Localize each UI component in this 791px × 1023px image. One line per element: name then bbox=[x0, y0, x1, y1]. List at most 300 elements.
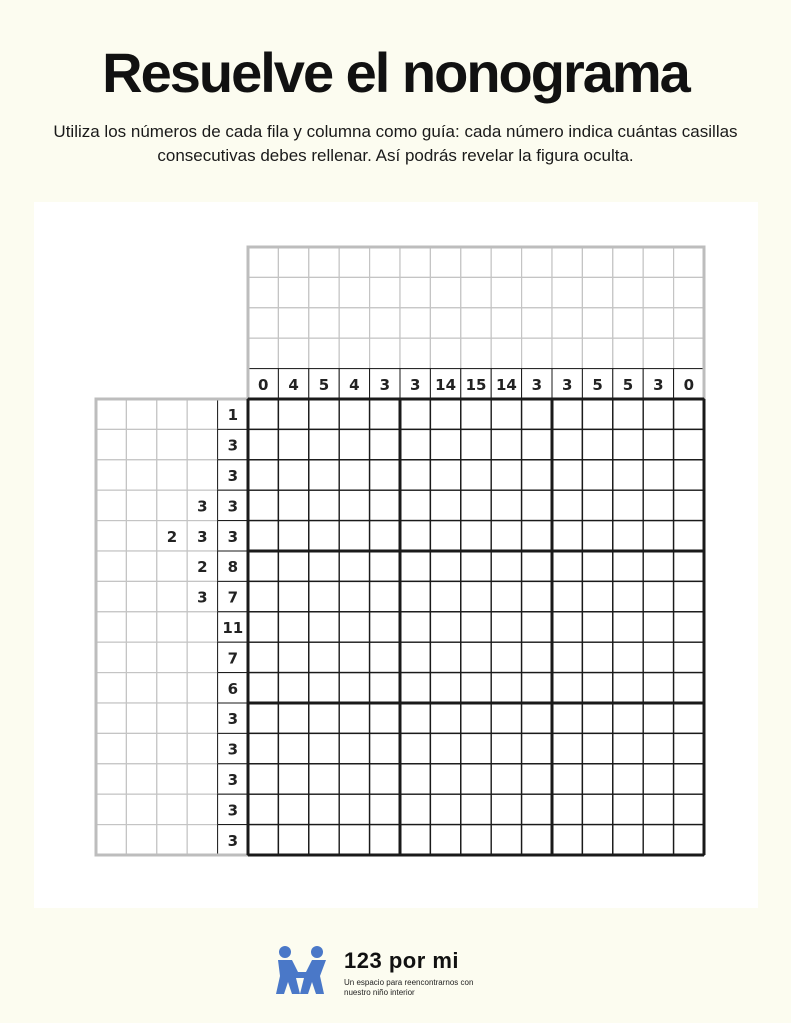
grid-cell[interactable] bbox=[370, 642, 400, 672]
grid-cell[interactable] bbox=[613, 521, 643, 551]
grid-cell[interactable] bbox=[582, 612, 612, 642]
grid-cell[interactable] bbox=[400, 794, 430, 824]
grid-cell[interactable] bbox=[309, 460, 339, 490]
column-clue-cell bbox=[248, 277, 278, 307]
grid-cell[interactable] bbox=[491, 764, 521, 794]
column-clue-cell bbox=[309, 277, 339, 307]
grid-cell[interactable] bbox=[370, 429, 400, 459]
grid-cell[interactable] bbox=[582, 733, 612, 763]
grid-cell[interactable] bbox=[278, 733, 308, 763]
grid-cell[interactable] bbox=[522, 642, 552, 672]
grid-cell[interactable] bbox=[278, 460, 308, 490]
grid-cell[interactable] bbox=[400, 673, 430, 703]
grid-cell[interactable] bbox=[491, 825, 521, 855]
column-clue-number: 5 bbox=[318, 375, 330, 394]
grid-cell[interactable] bbox=[613, 490, 643, 520]
grid-cell[interactable] bbox=[248, 794, 278, 824]
grid-cell[interactable] bbox=[278, 825, 308, 855]
row-clue-number: 3 bbox=[197, 588, 208, 607]
row-clue-number: 3 bbox=[227, 497, 239, 516]
grid-cell[interactable] bbox=[309, 642, 339, 672]
grid-cell[interactable] bbox=[309, 733, 339, 763]
grid-cell[interactable] bbox=[613, 642, 643, 672]
row-clue-number: 3 bbox=[227, 527, 239, 546]
grid-cell[interactable] bbox=[552, 551, 582, 581]
grid-cell[interactable] bbox=[643, 551, 673, 581]
grid-cell[interactable] bbox=[400, 642, 430, 672]
grid-cell[interactable] bbox=[248, 612, 278, 642]
grid-cell[interactable] bbox=[339, 673, 369, 703]
grid-cell[interactable] bbox=[339, 612, 369, 642]
column-clue-cell bbox=[491, 247, 521, 277]
column-clue-cell bbox=[613, 338, 643, 368]
grid-cell[interactable] bbox=[339, 551, 369, 581]
grid-cell[interactable] bbox=[613, 399, 643, 429]
grid-cell[interactable] bbox=[582, 764, 612, 794]
instructions: Utiliza los números de cada fila y columna como guía: cada número indica cuántas casillas consecutivas debes rellenar. Así podrás revelar la figura oculta. bbox=[53, 122, 738, 165]
grid-cell[interactable] bbox=[522, 703, 552, 733]
grid-cell[interactable] bbox=[522, 794, 552, 824]
grid-cell[interactable] bbox=[248, 399, 278, 429]
grid-cell[interactable] bbox=[339, 521, 369, 551]
grid-cell[interactable] bbox=[582, 581, 612, 611]
column-clue-cell bbox=[522, 247, 552, 277]
grid-cell[interactable] bbox=[613, 794, 643, 824]
grid-cell[interactable] bbox=[582, 703, 612, 733]
grid-cell[interactable] bbox=[430, 551, 460, 581]
column-clue-cell bbox=[430, 247, 460, 277]
row-clue-number: 3 bbox=[227, 771, 239, 789]
row-clue-cell bbox=[96, 703, 126, 733]
grid-cell[interactable] bbox=[278, 794, 308, 824]
grid-cell[interactable] bbox=[613, 581, 643, 611]
grid-cell[interactable] bbox=[248, 733, 278, 763]
grid-cell[interactable] bbox=[278, 429, 308, 459]
grid-cell[interactable] bbox=[643, 429, 673, 459]
grid-cell[interactable] bbox=[491, 490, 521, 520]
grid-cell[interactable] bbox=[613, 612, 643, 642]
row-clue-cell bbox=[96, 490, 126, 520]
grid-cell[interactable] bbox=[613, 551, 643, 581]
grid-cell[interactable] bbox=[674, 673, 704, 703]
grid-cell[interactable] bbox=[339, 733, 369, 763]
grid-cell[interactable] bbox=[278, 399, 308, 429]
grid-cell[interactable] bbox=[461, 399, 491, 429]
grid-cell[interactable] bbox=[552, 399, 582, 429]
grid-cell[interactable] bbox=[552, 429, 582, 459]
grid-cell[interactable] bbox=[582, 521, 612, 551]
grid-cell[interactable] bbox=[582, 551, 612, 581]
grid-cell[interactable] bbox=[309, 581, 339, 611]
grid-cell[interactable] bbox=[339, 460, 369, 490]
grid-cell[interactable] bbox=[522, 612, 552, 642]
grid-cell[interactable] bbox=[400, 490, 430, 520]
row-clue-cell bbox=[157, 551, 187, 581]
grid-cell[interactable] bbox=[370, 825, 400, 855]
grid-cell[interactable] bbox=[400, 764, 430, 794]
row-clue-cell bbox=[126, 521, 156, 551]
grid-cell[interactable] bbox=[339, 642, 369, 672]
grid-cell[interactable] bbox=[582, 490, 612, 520]
grid-cell[interactable] bbox=[370, 733, 400, 763]
grid-cell[interactable] bbox=[278, 703, 308, 733]
grid-cell[interactable] bbox=[430, 429, 460, 459]
grid-cell[interactable] bbox=[309, 612, 339, 642]
column-clue-number: 4 bbox=[288, 375, 299, 394]
grid-cell[interactable] bbox=[522, 673, 552, 703]
grid-cell[interactable] bbox=[552, 490, 582, 520]
grid-cell[interactable] bbox=[370, 551, 400, 581]
grid-cell[interactable] bbox=[461, 581, 491, 611]
grid-cell[interactable] bbox=[643, 673, 673, 703]
grid-cell[interactable] bbox=[552, 612, 582, 642]
row-clue-cell bbox=[187, 825, 217, 855]
grid-cell[interactable] bbox=[552, 825, 582, 855]
column-clue-cell bbox=[248, 338, 278, 368]
grid-cell[interactable] bbox=[278, 581, 308, 611]
grid-cell[interactable] bbox=[643, 460, 673, 490]
column-clue-cell bbox=[339, 338, 369, 368]
grid-cell[interactable] bbox=[339, 429, 369, 459]
row-clue-number: 6 bbox=[227, 679, 239, 698]
grid-cell[interactable] bbox=[582, 642, 612, 672]
grid-cell[interactable] bbox=[309, 521, 339, 551]
grid-cell[interactable] bbox=[552, 764, 582, 794]
row-clue-cell bbox=[96, 673, 126, 703]
row-clue-number: 8 bbox=[227, 558, 239, 577]
grid-cell[interactable] bbox=[491, 703, 521, 733]
grid-cell[interactable] bbox=[552, 733, 582, 763]
grid-cell[interactable] bbox=[370, 764, 400, 794]
grid-cell[interactable] bbox=[491, 399, 521, 429]
grid-cell[interactable] bbox=[370, 460, 400, 490]
grid-cell[interactable] bbox=[643, 581, 673, 611]
grid-cell[interactable] bbox=[461, 733, 491, 763]
column-clue-number: 0 bbox=[683, 375, 695, 394]
grid-cell[interactable] bbox=[674, 764, 704, 794]
grid-cell[interactable] bbox=[522, 399, 552, 429]
grid-cell[interactable] bbox=[461, 703, 491, 733]
column-clue-cell bbox=[522, 308, 552, 338]
column-clue-cell bbox=[491, 308, 521, 338]
grid-cell[interactable] bbox=[430, 612, 460, 642]
row-clue-cell bbox=[96, 581, 126, 611]
grid-cell[interactable] bbox=[643, 825, 673, 855]
grid-cell[interactable] bbox=[582, 429, 612, 459]
grid-cell[interactable] bbox=[309, 551, 339, 581]
grid-cell[interactable] bbox=[643, 794, 673, 824]
grid-cell[interactable] bbox=[400, 399, 430, 429]
grid-cell[interactable] bbox=[522, 460, 552, 490]
column-clue-cell bbox=[461, 338, 491, 368]
row-clue-cell bbox=[187, 460, 217, 490]
row-clue-number: 1 bbox=[227, 406, 239, 425]
column-clue-number: 15 bbox=[465, 375, 487, 394]
grid-cell[interactable] bbox=[278, 642, 308, 672]
grid-cell[interactable] bbox=[430, 733, 460, 763]
grid-cell[interactable] bbox=[674, 460, 704, 490]
row-clue-cell bbox=[96, 399, 126, 429]
grid-cell[interactable] bbox=[461, 764, 491, 794]
column-clue-cell bbox=[400, 308, 430, 338]
grid-cell[interactable] bbox=[430, 673, 460, 703]
grid-cell[interactable] bbox=[278, 551, 308, 581]
grid-cell[interactable] bbox=[430, 490, 460, 520]
column-clue-number: 0 bbox=[257, 375, 269, 394]
grid-cell[interactable] bbox=[522, 581, 552, 611]
column-clue-cell bbox=[674, 308, 704, 338]
grid-cell[interactable] bbox=[400, 521, 430, 551]
grid-cell[interactable] bbox=[370, 581, 400, 611]
row-clue-cell bbox=[96, 551, 126, 581]
grid-cell[interactable] bbox=[430, 460, 460, 490]
row-clue-cell bbox=[157, 703, 187, 733]
grid-cell[interactable] bbox=[552, 521, 582, 551]
column-clue-cell bbox=[461, 247, 491, 277]
grid-cell[interactable] bbox=[461, 642, 491, 672]
column-clue-cell bbox=[552, 338, 582, 368]
grid-cell[interactable] bbox=[674, 733, 704, 763]
grid-cell[interactable] bbox=[370, 399, 400, 429]
row-clue-cell bbox=[157, 581, 187, 611]
grid-cell[interactable] bbox=[643, 490, 673, 520]
grid-cell[interactable] bbox=[339, 399, 369, 429]
grid-cell[interactable] bbox=[552, 460, 582, 490]
row-clue-cell bbox=[126, 764, 156, 794]
grid-cell[interactable] bbox=[339, 581, 369, 611]
grid-cell[interactable] bbox=[430, 642, 460, 672]
grid-cell[interactable] bbox=[643, 612, 673, 642]
grid-cell[interactable] bbox=[248, 551, 278, 581]
grid-cell[interactable] bbox=[643, 399, 673, 429]
grid-cell[interactable] bbox=[522, 490, 552, 520]
row-clue-cell bbox=[126, 490, 156, 520]
grid-cell[interactable] bbox=[430, 581, 460, 611]
grid-cell[interactable] bbox=[674, 521, 704, 551]
grid-cell[interactable] bbox=[278, 521, 308, 551]
grid-cell[interactable] bbox=[339, 703, 369, 733]
grid-cell[interactable] bbox=[522, 764, 552, 794]
grid-cell[interactable] bbox=[400, 429, 430, 459]
grid-cell[interactable] bbox=[430, 825, 460, 855]
grid-cell[interactable] bbox=[674, 490, 704, 520]
grid-cell[interactable] bbox=[491, 460, 521, 490]
grid-cell[interactable] bbox=[248, 581, 278, 611]
grid-cell[interactable] bbox=[643, 733, 673, 763]
grid-cell[interactable] bbox=[522, 733, 552, 763]
grid-cell[interactable] bbox=[309, 429, 339, 459]
grid-cell[interactable] bbox=[491, 521, 521, 551]
grid-cell[interactable] bbox=[430, 703, 460, 733]
grid-cell[interactable] bbox=[309, 490, 339, 520]
row-clue-cell bbox=[157, 612, 187, 642]
grid-cell[interactable] bbox=[461, 673, 491, 703]
grid-cell[interactable] bbox=[248, 642, 278, 672]
grid-cell[interactable] bbox=[491, 612, 521, 642]
grid-cell[interactable] bbox=[461, 460, 491, 490]
grid-cell[interactable] bbox=[278, 673, 308, 703]
grid-cell[interactable] bbox=[339, 794, 369, 824]
grid-cell[interactable] bbox=[400, 581, 430, 611]
grid-cell[interactable] bbox=[582, 460, 612, 490]
grid-cell[interactable] bbox=[643, 703, 673, 733]
row-clue-cell bbox=[187, 733, 217, 763]
grid-cell[interactable] bbox=[309, 703, 339, 733]
grid-cell[interactable] bbox=[491, 581, 521, 611]
grid-cell[interactable] bbox=[674, 612, 704, 642]
grid-cell[interactable] bbox=[491, 642, 521, 672]
grid-cell[interactable] bbox=[613, 703, 643, 733]
grid-cell[interactable] bbox=[370, 612, 400, 642]
column-clue-cell bbox=[582, 338, 612, 368]
column-clue-cell bbox=[674, 277, 704, 307]
grid-cell[interactable] bbox=[582, 673, 612, 703]
column-clue-cell bbox=[613, 277, 643, 307]
column-clue-cell bbox=[248, 247, 278, 277]
column-clue-cell bbox=[248, 308, 278, 338]
grid-cell[interactable] bbox=[309, 825, 339, 855]
grid-cell[interactable] bbox=[552, 673, 582, 703]
grid-cell[interactable] bbox=[370, 673, 400, 703]
grid-cell[interactable] bbox=[430, 794, 460, 824]
grid-cell[interactable] bbox=[430, 399, 460, 429]
grid-cell[interactable] bbox=[582, 794, 612, 824]
row-clue-cell bbox=[187, 764, 217, 794]
grid-cell[interactable] bbox=[248, 460, 278, 490]
column-clue-cell bbox=[582, 247, 612, 277]
grid-cell[interactable] bbox=[613, 460, 643, 490]
row-clue-number: 3 bbox=[197, 527, 208, 546]
grid-cell[interactable] bbox=[248, 673, 278, 703]
grid-cell[interactable] bbox=[278, 612, 308, 642]
nonogram-grid[interactable] bbox=[34, 202, 758, 908]
row-clue-cell bbox=[157, 673, 187, 703]
grid-cell[interactable] bbox=[400, 612, 430, 642]
row-clue-cell bbox=[96, 764, 126, 794]
grid-cell[interactable] bbox=[674, 642, 704, 672]
grid-cell[interactable] bbox=[674, 794, 704, 824]
grid-cell[interactable] bbox=[461, 794, 491, 824]
grid-cell[interactable] bbox=[400, 703, 430, 733]
row-clue-cell bbox=[187, 612, 217, 642]
grid-cell[interactable] bbox=[491, 429, 521, 459]
grid-cell[interactable] bbox=[491, 794, 521, 824]
grid-cell[interactable] bbox=[430, 764, 460, 794]
grid-cell[interactable] bbox=[552, 581, 582, 611]
grid-cell[interactable] bbox=[309, 764, 339, 794]
column-clue-cell bbox=[491, 277, 521, 307]
grid-cell[interactable] bbox=[309, 794, 339, 824]
grid-cell[interactable] bbox=[461, 612, 491, 642]
grid-cell[interactable] bbox=[582, 399, 612, 429]
grid-cell[interactable] bbox=[674, 825, 704, 855]
grid-cell[interactable] bbox=[643, 764, 673, 794]
grid-cell[interactable] bbox=[674, 581, 704, 611]
grid-cell[interactable] bbox=[674, 551, 704, 581]
grid-cell[interactable] bbox=[491, 551, 521, 581]
grid-cell[interactable] bbox=[309, 673, 339, 703]
grid-cell[interactable] bbox=[339, 825, 369, 855]
grid-cell[interactable] bbox=[339, 490, 369, 520]
grid-cell[interactable] bbox=[400, 551, 430, 581]
grid-cell[interactable] bbox=[248, 825, 278, 855]
row-clue-cell bbox=[157, 399, 187, 429]
grid-cell[interactable] bbox=[613, 764, 643, 794]
column-clue-cell bbox=[309, 247, 339, 277]
grid-cell[interactable] bbox=[370, 521, 400, 551]
grid-cell[interactable] bbox=[643, 642, 673, 672]
grid-cell[interactable] bbox=[400, 733, 430, 763]
column-clue-number: 3 bbox=[653, 375, 664, 394]
grid-cell[interactable] bbox=[582, 825, 612, 855]
grid-cell[interactable] bbox=[370, 490, 400, 520]
row-clue-number: 2 bbox=[166, 527, 178, 546]
grid-cell[interactable] bbox=[461, 825, 491, 855]
grid-cell[interactable] bbox=[370, 703, 400, 733]
grid-cell[interactable] bbox=[400, 825, 430, 855]
row-clue-cell bbox=[157, 794, 187, 824]
grid-cell[interactable] bbox=[552, 703, 582, 733]
grid-cell[interactable] bbox=[491, 673, 521, 703]
grid-cell[interactable] bbox=[522, 429, 552, 459]
row-clue-cell bbox=[96, 612, 126, 642]
grid-cell[interactable] bbox=[674, 399, 704, 429]
grid-cell[interactable] bbox=[248, 703, 278, 733]
column-clue-cell bbox=[370, 338, 400, 368]
grid-cell[interactable] bbox=[522, 551, 552, 581]
grid-cell[interactable] bbox=[522, 825, 552, 855]
grid-cell[interactable] bbox=[278, 764, 308, 794]
grid-cell[interactable] bbox=[461, 551, 491, 581]
row-clue-number: 3 bbox=[227, 801, 239, 820]
grid-cell[interactable] bbox=[613, 429, 643, 459]
grid-cell[interactable] bbox=[400, 460, 430, 490]
grid-cell[interactable] bbox=[522, 521, 552, 551]
grid-cell[interactable] bbox=[674, 703, 704, 733]
row-clue-cell bbox=[126, 703, 156, 733]
grid-cell[interactable] bbox=[552, 794, 582, 824]
row-clue-number: 2 bbox=[197, 558, 208, 577]
grid-cell[interactable] bbox=[248, 764, 278, 794]
grid-cell[interactable] bbox=[674, 429, 704, 459]
grid-cell[interactable] bbox=[248, 521, 278, 551]
grid-cell[interactable] bbox=[491, 733, 521, 763]
column-clue-cell bbox=[430, 308, 460, 338]
grid-cell[interactable] bbox=[552, 642, 582, 672]
grid-cell[interactable] bbox=[613, 733, 643, 763]
grid-cell[interactable] bbox=[309, 399, 339, 429]
row-clue-cell bbox=[187, 399, 217, 429]
grid-cell[interactable] bbox=[370, 794, 400, 824]
column-clue-number: 3 bbox=[531, 375, 543, 394]
grid-cell[interactable] bbox=[643, 521, 673, 551]
column-clue-cell bbox=[582, 277, 612, 307]
row-clue-cell bbox=[126, 612, 156, 642]
row-clue-cell bbox=[96, 733, 126, 763]
column-clue-cell bbox=[400, 277, 430, 307]
grid-cell[interactable] bbox=[461, 490, 491, 520]
grid-cell[interactable] bbox=[278, 490, 308, 520]
grid-cell[interactable] bbox=[248, 429, 278, 459]
grid-cell[interactable] bbox=[248, 490, 278, 520]
grid-cell[interactable] bbox=[430, 521, 460, 551]
column-clue-cell bbox=[278, 338, 308, 368]
grid-cell[interactable] bbox=[461, 429, 491, 459]
grid-cell[interactable] bbox=[339, 764, 369, 794]
grid-cell[interactable] bbox=[613, 673, 643, 703]
grid-cell[interactable] bbox=[461, 521, 491, 551]
grid-cell[interactable] bbox=[613, 825, 643, 855]
